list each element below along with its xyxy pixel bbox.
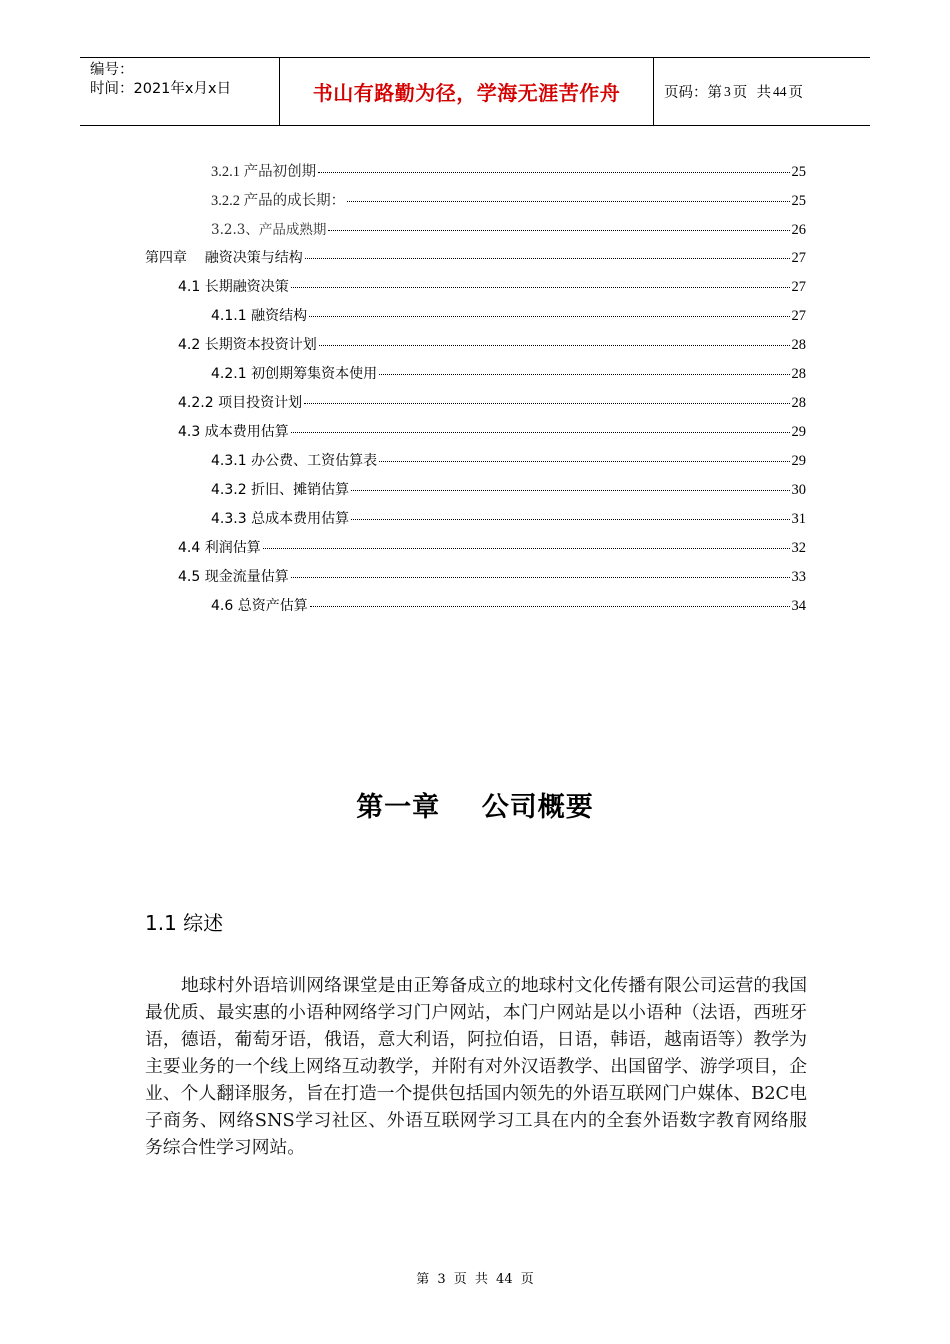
- header-page-info: [654, 58, 870, 125]
- toc-entry[interactable]: [211, 508, 806, 530]
- toc-entry[interactable]: [211, 595, 806, 617]
- toc-leader-dots: [328, 230, 789, 231]
- toc-entry[interactable]: [211, 160, 806, 182]
- toc-entry-page: 27: [791, 250, 806, 266]
- toc-entry-page: 25: [791, 193, 806, 209]
- page-footer: 第 3 页 共 44 页: [416, 1272, 534, 1287]
- header-motto: 书山有路勤为径，学海无涯苦作舟: [280, 58, 654, 125]
- toc-leader-dots: [291, 432, 790, 433]
- toc-entry-page: 33: [791, 569, 806, 585]
- toc-leader-dots: [305, 258, 790, 259]
- toc-entry[interactable]: [211, 189, 806, 211]
- toc-entry-title: 4.1 长期融资决策: [178, 279, 289, 295]
- header-meta: [80, 58, 280, 125]
- chapter-title: 第一章 公司概要: [356, 792, 594, 823]
- toc-entry-page: 34: [791, 598, 806, 614]
- toc-entry-title: 4.6 总资产估算: [211, 598, 308, 614]
- toc-entry-page: 28: [791, 395, 806, 411]
- toc-leader-dots: [319, 345, 790, 346]
- toc-leader-dots: [291, 577, 790, 578]
- toc-entry-title: 3.2.2 产品的成长期：: [211, 193, 346, 209]
- toc-entry-page: 28: [791, 366, 806, 382]
- toc-entry-page: 25: [791, 164, 806, 180]
- toc-entry-page: 29: [791, 424, 806, 440]
- toc-leader-dots: [309, 316, 789, 317]
- toc-entry-title: 3.2.1 产品初创期: [211, 164, 317, 180]
- toc-entry[interactable]: [178, 334, 806, 356]
- toc-leader-dots: [347, 201, 789, 202]
- toc-entry-page: 27: [791, 308, 806, 324]
- page-total: 44: [772, 83, 787, 99]
- toc-entry[interactable]: [178, 537, 806, 559]
- toc-entry-title: 4.2 长期资本投资计划: [178, 337, 317, 353]
- toc-entry-title: 4.2.1 初创期筹集资本使用: [211, 366, 378, 382]
- toc-entry-title: 3.2.3、产品成熟期: [211, 222, 327, 238]
- page-mid: 页 共: [732, 85, 771, 101]
- toc-entry-title: 4.3 成本费用估算: [178, 424, 289, 440]
- toc-entry-title: 4.3.1 办公费、工资估算表: [211, 453, 378, 469]
- toc-entry[interactable]: [178, 421, 806, 443]
- toc-entry[interactable]: [211, 305, 806, 327]
- toc-entry-page: 26: [791, 222, 806, 238]
- toc-leader-dots: [304, 403, 789, 404]
- toc-leader-dots: [318, 172, 789, 173]
- toc-entry-page: 28: [791, 337, 806, 353]
- toc-leader-dots: [351, 490, 789, 491]
- toc-entry-title: 4.3.2 折旧、摊销估算: [211, 482, 350, 498]
- page-prefix: 页码：第: [664, 85, 722, 101]
- toc-entry-page: 30: [791, 482, 806, 498]
- toc-leader-dots: [310, 606, 790, 607]
- toc-entry[interactable]: [145, 247, 806, 269]
- body-paragraph: 地球村外语培训网络课堂是由正筹备成立的地球村文化传播有限公司运营的我国最优质、最实惠的小语种网络学习门户网站，本门户网站是以小语种（法语，西班牙语，德语，葡萄牙语，俄语，意大利语，阿拉伯语，日语，韩语，越南语等）教学为主要业务的一个线上网络互动教学，并附有对外汉语教学、出国留学、游学项目，企业、个人翻译服务，旨在打造一个提供包括国内领先的外语互联网门户媒体、B2C电子商务、网络SNS学习社区、外语互联网学习工具在内的全套外语数字教育网络服务综合性学习网站。: [145, 975, 807, 1158]
- toc-entry-page: 29: [791, 453, 806, 469]
- toc-entry[interactable]: [211, 218, 806, 240]
- toc-entry[interactable]: [211, 450, 806, 472]
- toc-entry-title: 4.1.1 融资结构: [211, 308, 308, 324]
- toc-leader-dots: [351, 519, 789, 520]
- page-suffix: 页: [788, 85, 803, 101]
- toc-entry[interactable]: [178, 276, 806, 298]
- toc-entry-page: 32: [791, 540, 806, 556]
- toc-leader-dots: [263, 548, 790, 549]
- toc-leader-dots: [379, 461, 789, 462]
- toc-entry-title: 4.4 利润估算: [178, 540, 261, 556]
- toc-entry[interactable]: [178, 392, 806, 414]
- page-current: 3: [724, 83, 731, 99]
- toc-leader-dots: [379, 374, 789, 375]
- toc-entry-title: 4.5 现金流量估算: [178, 569, 289, 585]
- toc-entry-title: 4.2.2 项目投资计划: [178, 395, 303, 411]
- toc-entry-title: 第四章 融资决策与结构: [145, 250, 303, 266]
- toc-entry-title: 4.3.3 总成本费用估算: [211, 511, 350, 527]
- page-header: [80, 57, 870, 126]
- number-label: 编号：: [90, 62, 134, 78]
- toc-entry[interactable]: [211, 363, 806, 385]
- toc-entry[interactable]: [211, 479, 806, 501]
- toc-leader-dots: [291, 287, 790, 288]
- toc-entry-page: 27: [791, 279, 806, 295]
- time-label: 时间：2021年x月x日: [90, 81, 232, 97]
- toc-entry[interactable]: [178, 566, 806, 588]
- toc-entry-page: 31: [791, 511, 806, 527]
- section-title: 1.1 综述: [145, 911, 224, 935]
